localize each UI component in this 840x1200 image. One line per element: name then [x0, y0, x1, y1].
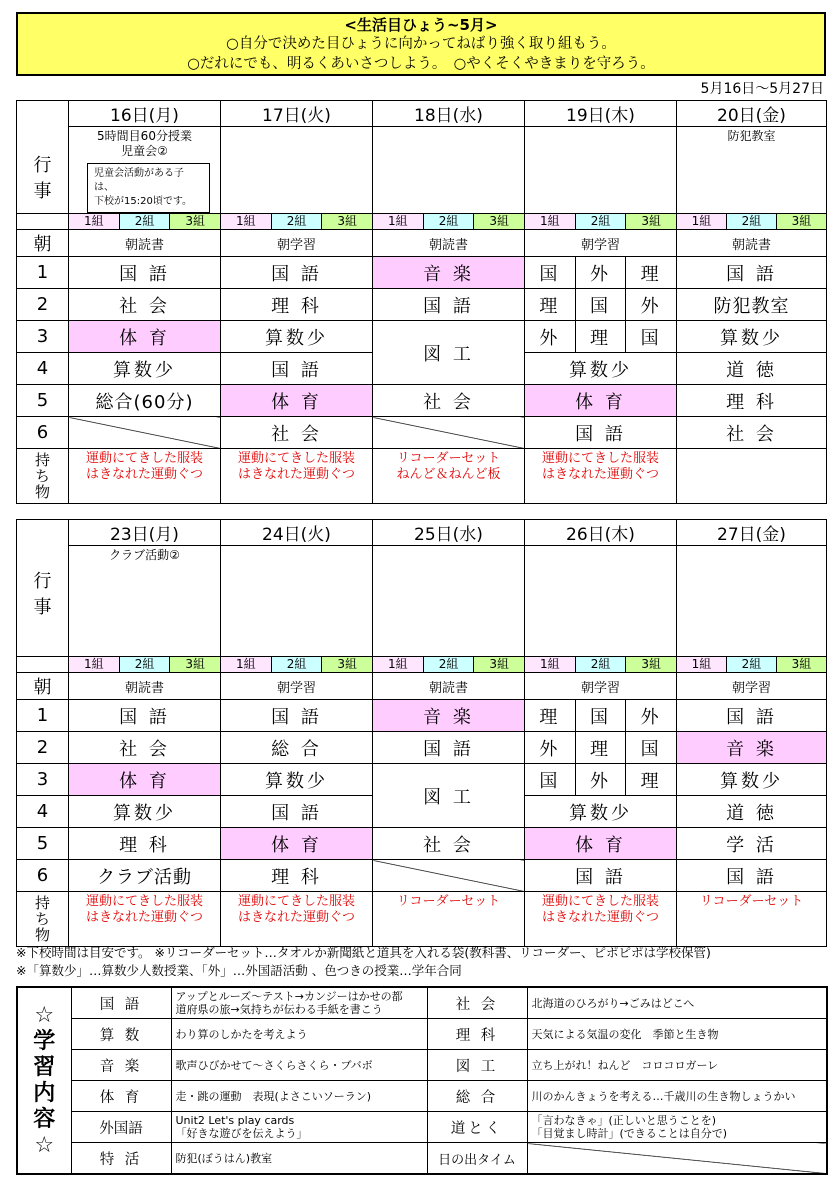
lesson-cell: 算数少: [221, 321, 373, 353]
day-header: 26日(木): [525, 520, 677, 546]
subject-content: 立ち上がれ！ねんど コロコロガーレ: [527, 1050, 827, 1081]
lesson-cell: 理 科: [677, 385, 827, 417]
lesson-cell: 国 語: [373, 732, 525, 764]
lesson-cell: 社 会: [373, 385, 525, 417]
lesson-cell: 国 語: [69, 700, 221, 732]
period-label: 4: [17, 796, 69, 828]
belongings-cell: リコーダーセット ねんど＆ねんど板: [373, 449, 525, 504]
lesson-cell: 体 育: [221, 828, 373, 860]
morning-activity: 朝学習: [221, 673, 373, 700]
lesson-cell: 算数少: [221, 764, 373, 796]
lesson-cell: 体 育: [221, 385, 373, 417]
belongings-cell: リコーダーセット: [373, 892, 525, 947]
event-label: 行 事: [17, 520, 69, 657]
footnote: ※下校時間は目安です。 ※リコーダーセット…タオルか新聞紙と道具を入れる袋(教科書、リコーダー、ピポピポは学校保管): [16, 945, 711, 960]
event-cell: [69, 127, 221, 214]
lesson-cell: 社 会: [373, 828, 525, 860]
class-row: 1組 2組 3組: [221, 214, 373, 230]
belongings-cell: 運動にてきした服装 はきなれた運動ぐつ: [221, 892, 373, 947]
subject-name: 総 合: [427, 1081, 527, 1112]
period-label: 5: [17, 828, 69, 860]
subject-name: 算 数: [71, 1019, 171, 1050]
lesson-cell: 理 科: [221, 289, 373, 321]
goals-title: <生活目ひょう~5月>: [344, 16, 498, 34]
day-header: 18日(水): [373, 101, 525, 127]
lesson-cell: 算数少: [525, 353, 677, 385]
subject-name: 道とく: [427, 1112, 527, 1143]
lesson-cell: 国 語: [221, 700, 373, 732]
subject-content: Unit2 Let's play cards 「好きな遊びを伝えよう」: [171, 1112, 427, 1143]
subject-content: 防犯(ぼうはん)教室: [171, 1143, 427, 1175]
lesson-cell: 学 活: [677, 828, 827, 860]
morning-activity: 朝読書: [69, 230, 221, 257]
event-cell: [525, 127, 677, 214]
period-label: 1: [17, 700, 69, 732]
lesson-cell: 社 会: [69, 732, 221, 764]
lesson-cell: 社 会: [69, 289, 221, 321]
subject-content: 天気による気温の変化 季節と生き物: [527, 1019, 827, 1050]
belongings-cell: 運動にてきした服装 はきなれた運動ぐつ: [525, 449, 677, 504]
class-row: 1組 2組 3組: [525, 214, 677, 230]
subject-content: 走・跳の運動 表現(よさこいソーラン): [171, 1081, 427, 1112]
day-header: 25日(水): [373, 520, 525, 546]
lesson-cell: 体 育: [69, 321, 221, 353]
period-label: 3: [17, 764, 69, 796]
morning-activity: 朝学習: [525, 230, 677, 257]
lesson-cell: 理 科: [69, 828, 221, 860]
belongings-cell: 運動にてきした服装 はきなれた運動ぐつ: [69, 449, 221, 504]
event-cell: クラブ活動②: [69, 546, 221, 657]
period-label: 2: [17, 732, 69, 764]
event-label: 行 事: [17, 101, 69, 214]
study-heading: ☆ 学 習 内 容 ☆: [17, 987, 71, 1174]
period-label: 6: [17, 860, 69, 892]
class-row: 1組 2組 3組: [373, 214, 525, 230]
subject-name: 日の出タイム: [427, 1143, 527, 1175]
lesson-cell: 総合(60分): [69, 385, 221, 417]
subject-content: 「言わなきゃ」(正しいと思うことを) 「目覚まし時計」(できることは自分で): [527, 1112, 827, 1143]
footnote: ※「算数少」…算数少人数授業、「外」…外国語活動 、色つきの授業…学年合同: [16, 963, 462, 978]
lesson-cell: 国 語: [677, 700, 827, 732]
lesson-cell: 防犯教室: [677, 289, 827, 321]
class-row: 1組 2組 3組: [69, 214, 221, 230]
lesson-cell: 算数少: [69, 796, 221, 828]
week2-schedule-table: [16, 519, 827, 947]
date-range: 5月16日～5月27日: [700, 81, 824, 97]
period-label: 3: [17, 321, 69, 353]
morning-activity: 朝読書: [373, 230, 525, 257]
lesson-cell-split: 国 外 理: [525, 257, 677, 289]
week1-schedule-table: [16, 100, 827, 504]
belongings-cell: 運動にてきした服装 はきなれた運動ぐつ: [69, 892, 221, 947]
subject-name: 外国語: [71, 1112, 171, 1143]
event-cell: 防犯教室: [677, 127, 827, 214]
lesson-cell: 音 楽: [373, 257, 525, 289]
lesson-cell: 道 徳: [677, 796, 827, 828]
event-cell: [221, 127, 373, 214]
day-header: 16日(月): [69, 101, 221, 127]
subject-name: 音 楽: [71, 1050, 171, 1081]
lesson-cell: 国 語: [677, 860, 827, 892]
lesson-cell: 算数少: [677, 764, 827, 796]
lesson-cell: 国 語: [373, 289, 525, 321]
subject-name: 図 工: [427, 1050, 527, 1081]
lesson-cell: 理 科: [221, 860, 373, 892]
morning-label: 朝: [17, 230, 69, 257]
day-header: 24日(火): [221, 520, 373, 546]
morning-activity: 朝読書: [69, 673, 221, 700]
lesson-cell: 体 育: [525, 385, 677, 417]
lesson-cell: 社 会: [221, 417, 373, 449]
morning-activity: 朝学習: [221, 230, 373, 257]
event-text: 5時間目60分授業 児童会②: [97, 129, 192, 158]
lesson-cell: 算数少: [525, 796, 677, 828]
class-row: 1組 2組 3組: [525, 657, 677, 673]
lesson-cell: 総 合: [221, 732, 373, 764]
subject-name: 国 語: [71, 987, 171, 1019]
belongings-cell: 運動にてきした服装 はきなれた運動ぐつ: [525, 892, 677, 947]
event-cell: [373, 546, 525, 657]
period-label: 6: [17, 417, 69, 449]
event-note: 児童会活動がある子は、 下校が15:20頃です。: [87, 163, 210, 213]
lesson-cell: 算数少: [69, 353, 221, 385]
day-header: 19日(木): [525, 101, 677, 127]
event-cell: [677, 546, 827, 657]
morning-activity: 朝読書: [677, 230, 827, 257]
subject-content: 川のかんきょうを考える…千歳川の生き物しょうかい: [527, 1081, 827, 1112]
morning-activity: 朝読書: [373, 673, 525, 700]
subject-name: 社 会: [427, 987, 527, 1019]
class-row: 1組 2組 3組: [677, 657, 827, 673]
lesson-cell: 道 徳: [677, 353, 827, 385]
lesson-cell: 国 語: [525, 860, 677, 892]
subject-content: わり算のしかたを考えよう: [171, 1019, 427, 1050]
lesson-cell: クラブ活動: [69, 860, 221, 892]
lesson-cell: 国 語: [221, 796, 373, 828]
class-row: 1組 2組 3組: [221, 657, 373, 673]
lesson-cell: 音 楽: [373, 700, 525, 732]
lesson-cell-split: 理 国 外: [525, 289, 677, 321]
belongings-cell: リコーダーセット: [677, 892, 827, 947]
lesson-cell-split: 外 理 国: [525, 321, 677, 353]
lesson-cell-split: 理 国 外: [525, 700, 677, 732]
period-label: 4: [17, 353, 69, 385]
no-lesson-cell: [373, 417, 525, 449]
day-header: 27日(金): [677, 520, 827, 546]
empty-content-cell: [527, 1143, 827, 1175]
subject-content: 歌声ひびかせて～さくらさくら・ブバボ: [171, 1050, 427, 1081]
lesson-cell: 国 語: [525, 417, 677, 449]
class-row: 1組 2組 3組: [373, 657, 525, 673]
study-content-table: [16, 986, 828, 1175]
belongings-label: 持 ち 物: [17, 449, 69, 504]
subject-name: 体 育: [71, 1081, 171, 1112]
subject-content: アップとルーズ～テスト→カンジーはかせの都 道府県の旅→気持ちが伝わる手紙を書こう: [171, 987, 427, 1019]
morning-activity: 朝学習: [525, 673, 677, 700]
lesson-cell: 体 育: [525, 828, 677, 860]
lesson-cell: 国 語: [221, 257, 373, 289]
morning-activity: 朝学習: [677, 673, 827, 700]
belongings-cell: 運動にてきした服装 はきなれた運動ぐつ: [221, 449, 373, 504]
event-cell: [525, 546, 677, 657]
day-header: 17日(火): [221, 101, 373, 127]
lesson-cell: 図 工: [373, 764, 525, 828]
period-label: 1: [17, 257, 69, 289]
morning-label: 朝: [17, 673, 69, 700]
lesson-cell: 算数少: [677, 321, 827, 353]
no-lesson-cell: [373, 860, 525, 892]
footnotes: [16, 944, 711, 980]
subject-name: 特 活: [71, 1143, 171, 1175]
lesson-cell: 国 語: [677, 257, 827, 289]
day-header: 20日(金): [677, 101, 827, 127]
class-row: 1組 2組 3組: [677, 214, 827, 230]
lesson-cell: 図 工: [373, 321, 525, 385]
goal-line-1: ○自分で決めた目ひょうに向かってねばり強く取り組もう。: [226, 36, 616, 52]
event-cell: [373, 127, 525, 214]
no-lesson-cell: [69, 417, 221, 449]
day-header: 23日(月): [69, 520, 221, 546]
belongings-label: 持 ち 物: [17, 892, 69, 947]
lesson-cell: 音 楽: [677, 732, 827, 764]
period-label: 2: [17, 289, 69, 321]
goal-line-2: ○だれにでも、明るくあいさつしよう。 ○やくそくやきまりを守ろう。: [187, 56, 655, 72]
subject-name: 理 科: [427, 1019, 527, 1050]
lesson-cell-split: 外 理 国: [525, 732, 677, 764]
lesson-cell-split: 国 外 理: [525, 764, 677, 796]
period-label: 5: [17, 385, 69, 417]
monthly-goals-banner: [16, 12, 826, 76]
lesson-cell: 社 会: [677, 417, 827, 449]
lesson-cell: 体 育: [69, 764, 221, 796]
lesson-cell: 国 語: [69, 257, 221, 289]
event-cell: [221, 546, 373, 657]
subject-content: 北海道のひろがり→ごみはどこへ: [527, 987, 827, 1019]
lesson-cell: 国 語: [221, 353, 373, 385]
belongings-cell: [677, 449, 827, 504]
class-row: 1組 2組 3組: [69, 657, 221, 673]
